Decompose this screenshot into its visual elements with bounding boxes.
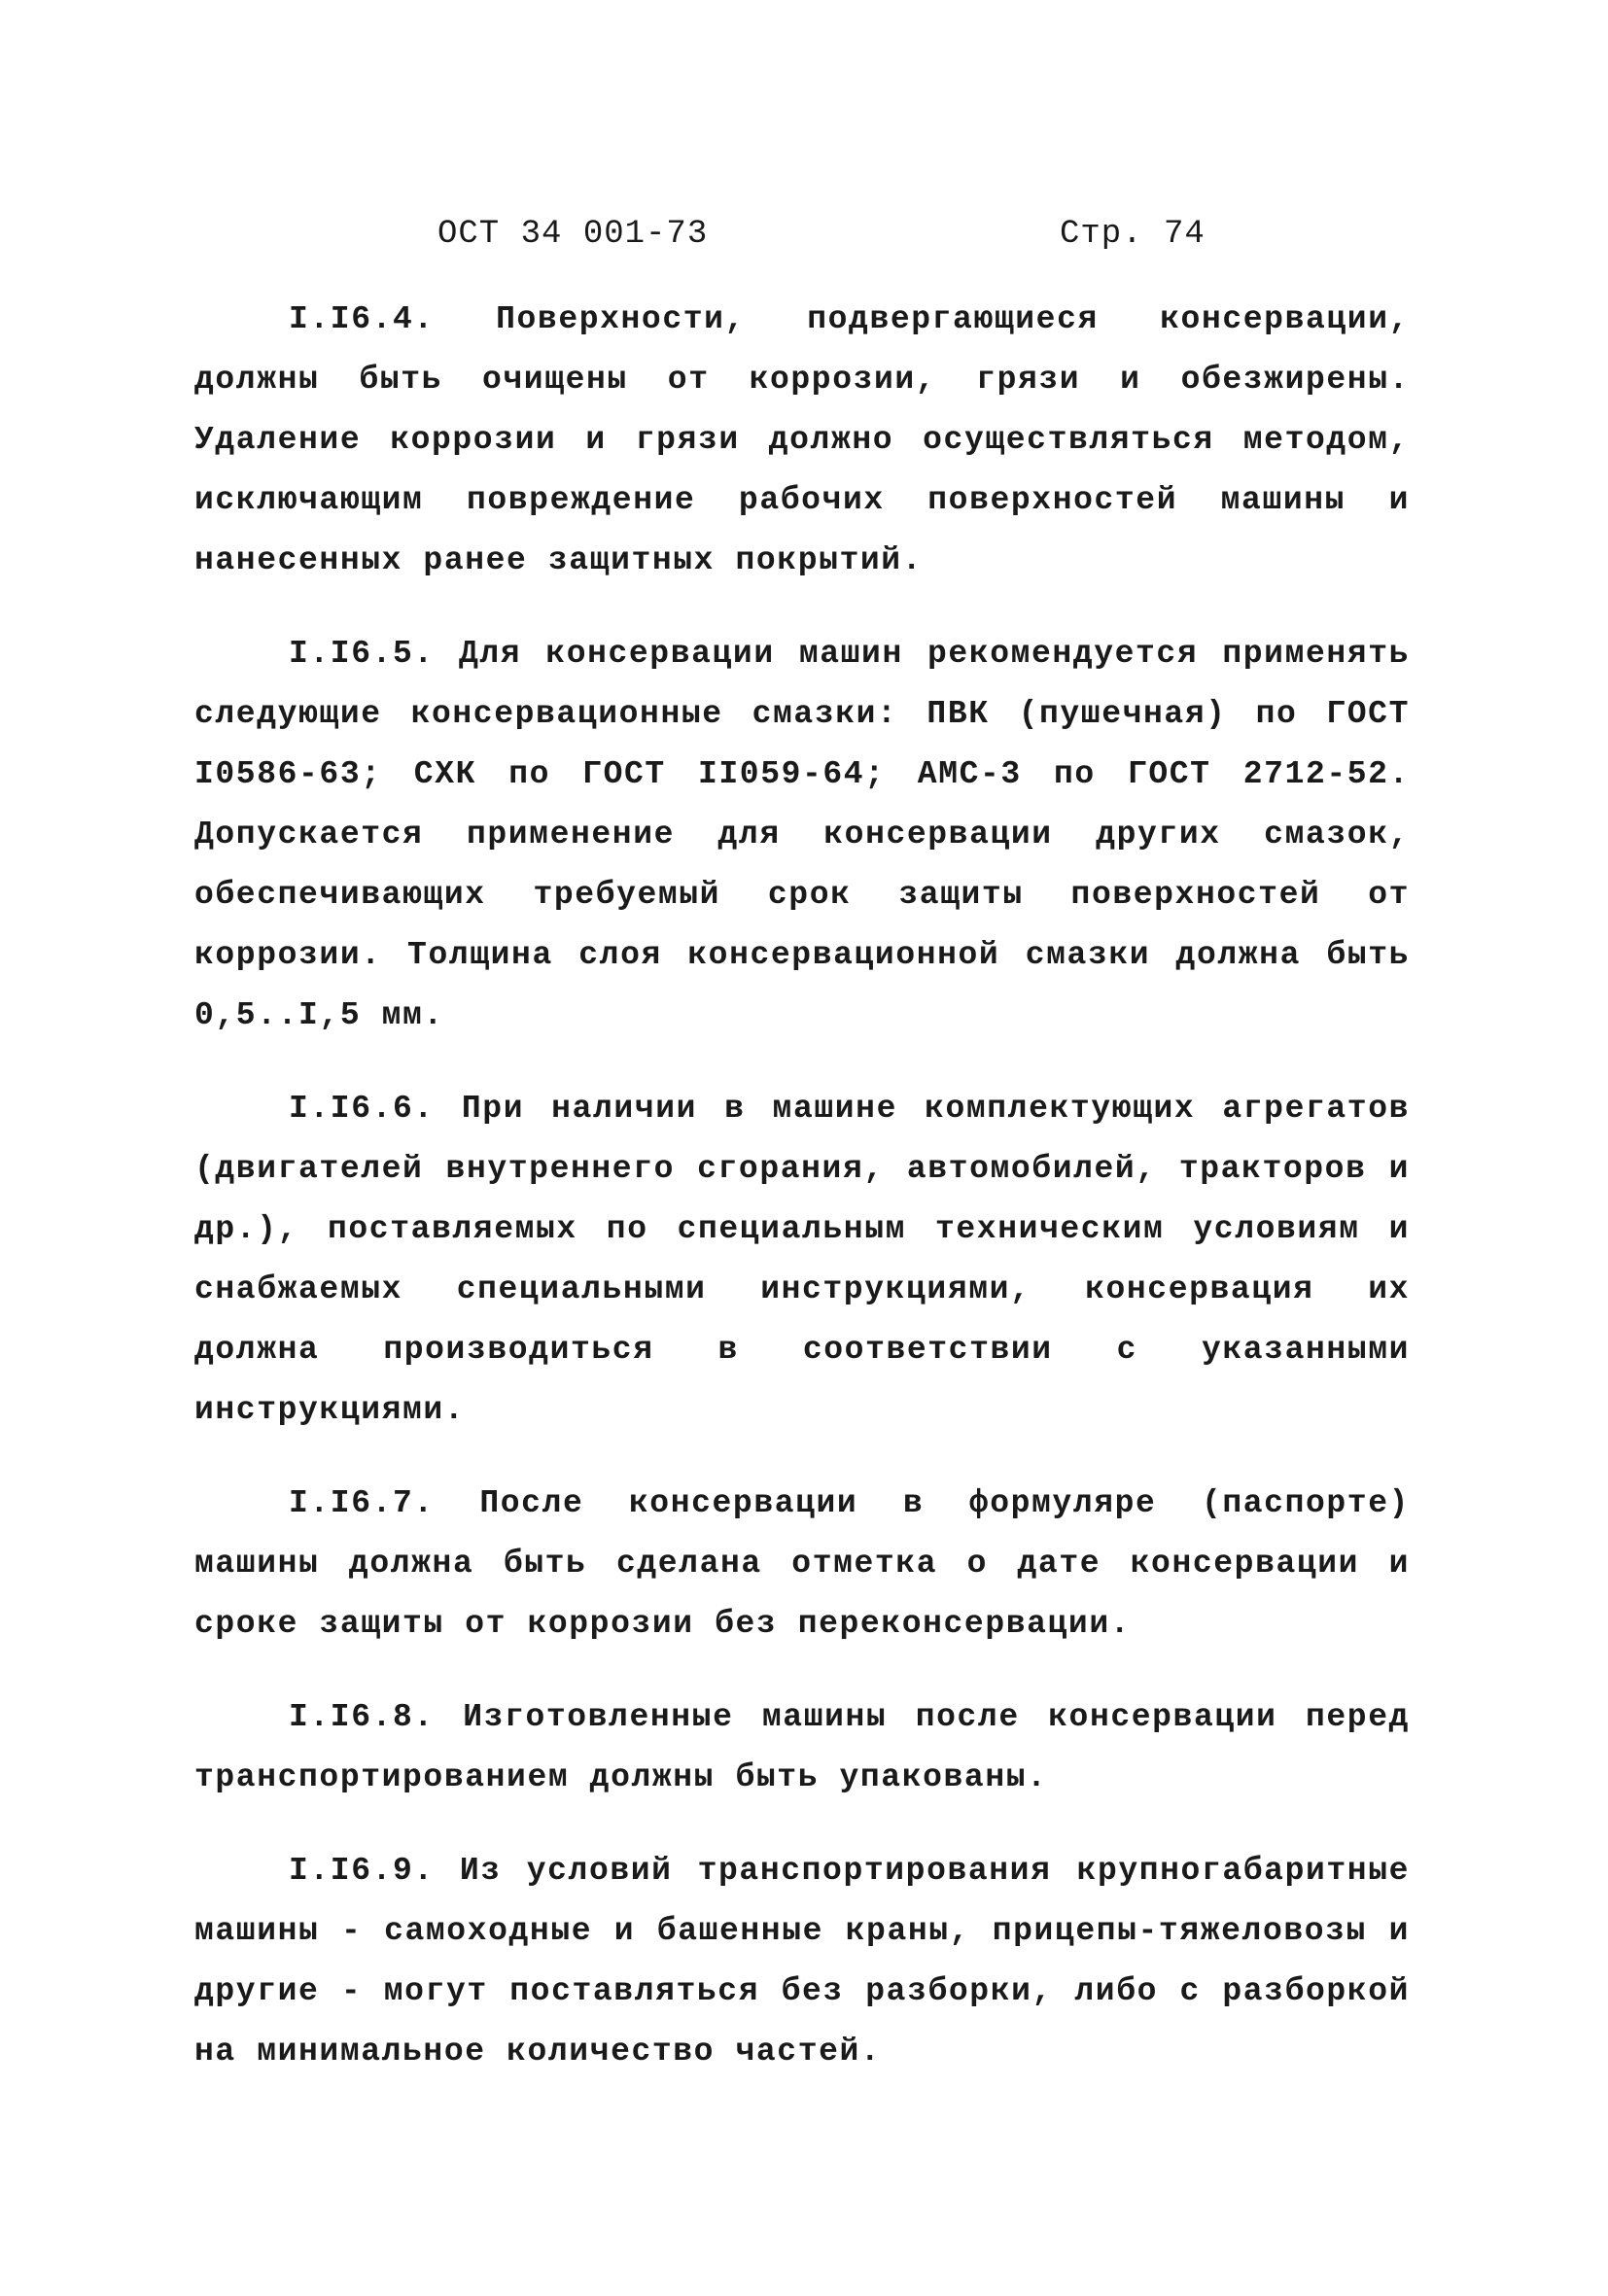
document-body bbox=[194, 290, 1410, 2115]
paragraph-1-16-8: I.I6.8. Изготовленные машины после консервации перед транспортированием должны быть упакованы. bbox=[194, 1699, 1410, 1795]
paragraph-1-16-7: I.I6.7. После консервации в формуляре (паспорте) машины должна быть сделана отметка о дате консервации и сроке защиты от коррозии без переконсервации. bbox=[194, 1485, 1410, 1642]
paragraph-1-16-4: I.I6.4. Поверхности, подвергающиеся консервации, должны быть очищены от коррозии, грязи и обезжирены. Удаление коррозии и грязи должно осуществляться методом, исключающим повреждение рабочих поверхностей машины и нанесенных ранее защитных покрытий. bbox=[194, 301, 1410, 578]
page-header bbox=[437, 216, 1206, 274]
paragraph-1-16-6: I.I6.6. При наличии в машине комплектующих агрегатов (двигателей внутреннего сгорания, автомобилей, тракторов и др.), поставляемых по специальным техническим условиям и снабжаемых специальными инструкциями, консервация их должна производиться в соответствии с указанными инструкциями. bbox=[194, 1091, 1410, 1428]
document-code: ОСТ 34 001-73 bbox=[437, 216, 709, 253]
page-number: Стр. 74 bbox=[1060, 216, 1206, 253]
paragraph-1-16-5: I.I6.5. Для консервации машин рекомендуется применять следующие консервационные смазки: ПВК (пушечная) по ГОСТ I0586-63; СХК по ГОСТ II059-64; АМС-3 по ГОСТ 2712-52. Допускается применение для консервации других смазок, обеспечивающих требуемый срок защиты поверхностей от коррозии. Толщина слоя консервационной смазки должна быть 0,5..I,5 мм. bbox=[194, 636, 1410, 1033]
paragraph-1-16-9: I.I6.9. Из условий транспортирования крупногабаритные машины - самоходные и башенные краны, прицепы-тяжеловозы и другие - могут поставляться без разборки, либо с разборкой на минимальное количество частей. bbox=[194, 1853, 1410, 2070]
